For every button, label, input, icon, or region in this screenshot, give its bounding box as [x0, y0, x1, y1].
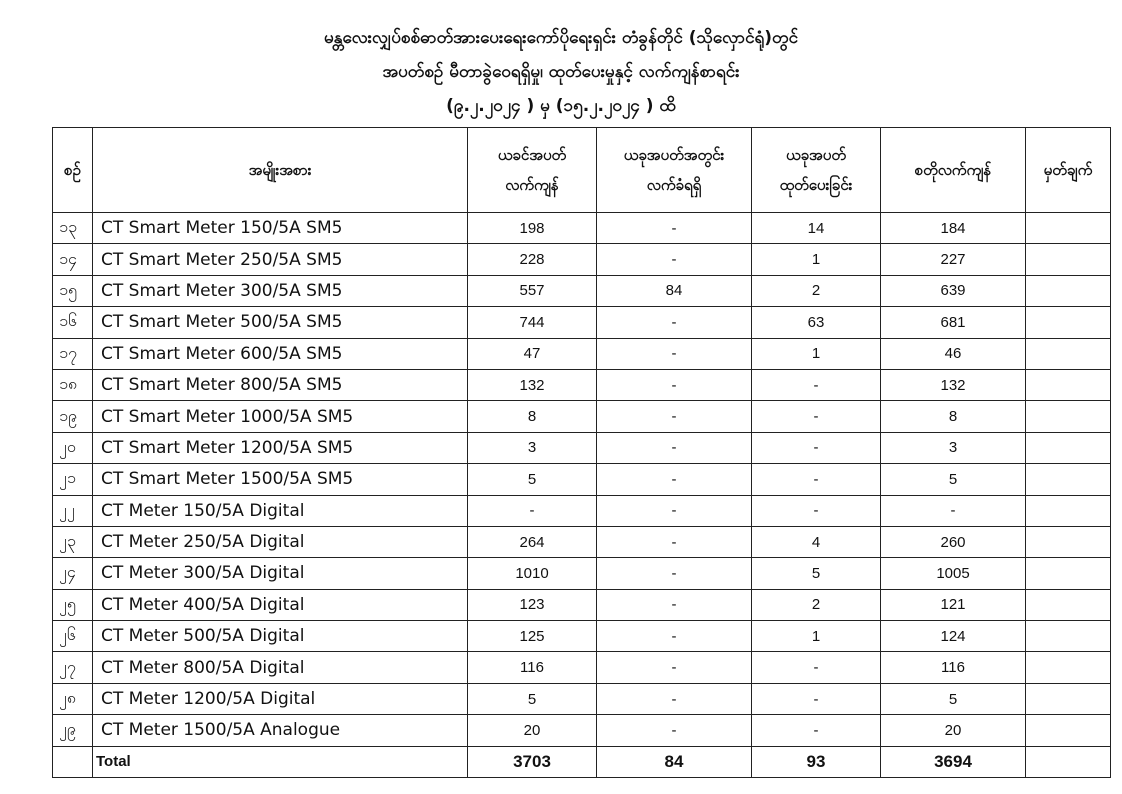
- total-prev-balance: 3703: [468, 746, 597, 777]
- received-cell: -: [597, 432, 752, 463]
- remarks-cell: [1026, 307, 1111, 338]
- remarks-cell: [1026, 275, 1111, 306]
- issued-cell: -: [752, 432, 881, 463]
- row-number-cell: ၁၇: [53, 338, 93, 369]
- remarks-cell: [1026, 244, 1111, 275]
- table-row: [53, 652, 1111, 683]
- stock-balance-cell: 184: [881, 213, 1026, 244]
- issued-cell: -: [752, 715, 881, 746]
- item-name-cell: CT Meter 400/5A Digital: [93, 589, 468, 620]
- total-label: Total: [93, 746, 468, 777]
- row-number-cell: ၂၄: [53, 558, 93, 589]
- item-name-cell: CT Smart Meter 1200/5A SM5: [93, 432, 468, 463]
- document-title: မန္တလေးလျှပ်စစ်ဓာတ်အားပေးရေးကော်ပိုရေးရှင်း တံခွန်တိုင် (သိုလှောင်ရုံ)တွင်: [323, 28, 799, 48]
- table-row: [53, 495, 1111, 526]
- remarks-cell: [1026, 683, 1111, 714]
- remarks-cell: [1026, 432, 1111, 463]
- item-name-cell: CT Meter 250/5A Digital: [93, 526, 468, 557]
- remarks-cell: [1026, 369, 1111, 400]
- issued-cell: 63: [752, 307, 881, 338]
- table-row: [53, 464, 1111, 495]
- table-row: [53, 715, 1111, 746]
- stock-balance-cell: 681: [881, 307, 1026, 338]
- header-row: [53, 128, 1111, 213]
- col-header-stock-balance: စတိုလက်ကျန်: [881, 128, 1026, 213]
- stock-balance-cell: 5: [881, 683, 1026, 714]
- row-number-cell: ၁၄: [53, 244, 93, 275]
- issued-cell: 2: [752, 589, 881, 620]
- stock-balance-cell: 639: [881, 275, 1026, 306]
- prev-balance-cell: 5: [468, 683, 597, 714]
- remarks-cell: [1026, 589, 1111, 620]
- issued-cell: 5: [752, 558, 881, 589]
- remarks-cell: [1026, 652, 1111, 683]
- total-stock-balance: 3694: [881, 746, 1026, 777]
- received-cell: -: [597, 369, 752, 400]
- received-cell: -: [597, 621, 752, 652]
- received-cell: -: [597, 558, 752, 589]
- item-name-cell: CT Meter 500/5A Digital: [93, 621, 468, 652]
- remarks-cell: [1026, 558, 1111, 589]
- row-number-cell: ၂၆: [53, 621, 93, 652]
- row-number-cell: ၂၃: [53, 526, 93, 557]
- col-header-prev-balance: [468, 128, 597, 213]
- remarks-cell: [1026, 495, 1111, 526]
- issued-cell: 14: [752, 213, 881, 244]
- remarks-cell: [1026, 621, 1111, 652]
- table-row: [53, 307, 1111, 338]
- received-cell: -: [597, 526, 752, 557]
- header-line: ယခင်အပတ်: [497, 146, 567, 164]
- prev-balance-cell: 3: [468, 432, 597, 463]
- prev-balance-cell: 20: [468, 715, 597, 746]
- stock-balance-cell: 124: [881, 621, 1026, 652]
- issued-cell: 1: [752, 621, 881, 652]
- prev-balance-cell: 8: [468, 401, 597, 432]
- col-header-no: စဉ်: [53, 128, 93, 213]
- col-header-remarks: မှတ်ချက်: [1026, 128, 1111, 213]
- received-cell: -: [597, 715, 752, 746]
- issued-cell: -: [752, 652, 881, 683]
- row-number-cell: ၂၈: [53, 683, 93, 714]
- total-received: 84: [597, 746, 752, 777]
- row-number-cell: ၂၀: [53, 432, 93, 463]
- header-line: လက်ခံရရှိ: [646, 176, 702, 194]
- table-row: [53, 589, 1111, 620]
- item-name-cell: CT Meter 800/5A Digital: [93, 652, 468, 683]
- total-remarks-cell: [1026, 746, 1111, 777]
- prev-balance-cell: 123: [468, 589, 597, 620]
- row-number-cell: ၂၉: [53, 715, 93, 746]
- table-row: [53, 275, 1111, 306]
- received-cell: -: [597, 589, 752, 620]
- item-name-cell: CT Meter 1500/5A Analogue: [93, 715, 468, 746]
- table-row: [53, 401, 1111, 432]
- received-cell: -: [597, 464, 752, 495]
- stock-balance-cell: 132: [881, 369, 1026, 400]
- issued-cell: 1: [752, 338, 881, 369]
- issued-cell: -: [752, 683, 881, 714]
- row-number-cell: ၁၅: [53, 275, 93, 306]
- issued-cell: 2: [752, 275, 881, 306]
- table-row: [53, 683, 1111, 714]
- table-row: [53, 369, 1111, 400]
- item-name-cell: CT Smart Meter 150/5A SM5: [93, 213, 468, 244]
- remarks-cell: [1026, 213, 1111, 244]
- prev-balance-cell: 557: [468, 275, 597, 306]
- stock-balance-cell: 121: [881, 589, 1026, 620]
- date-range: (၉.၂.၂၀၂၄ ) မှ (၁၅.၂.၂၀၂၄ ) ထိ: [446, 96, 676, 116]
- item-name-cell: CT Smart Meter 1000/5A SM5: [93, 401, 468, 432]
- table-row: [53, 526, 1111, 557]
- received-cell: -: [597, 244, 752, 275]
- header-line: ယခုအပတ်: [786, 146, 846, 164]
- item-name-cell: CT Meter 1200/5A Digital: [93, 683, 468, 714]
- stock-balance-cell: -: [881, 495, 1026, 526]
- header-line: လက်ကျန်: [505, 176, 559, 194]
- received-cell: -: [597, 401, 752, 432]
- received-cell: -: [597, 213, 752, 244]
- received-cell: -: [597, 683, 752, 714]
- prev-balance-cell: 125: [468, 621, 597, 652]
- stock-balance-cell: 1005: [881, 558, 1026, 589]
- row-number-cell: ၁၉: [53, 401, 93, 432]
- document-subtitle: အပတ်စဉ် မီတာခွဲဝေရရှိမှု၊ ထုတ်ပေးမှုနှင့် လက်ကျန်စာရင်း: [382, 62, 740, 82]
- item-name-cell: CT Smart Meter 500/5A SM5: [93, 307, 468, 338]
- table-row: [53, 432, 1111, 463]
- total-spacer-cell: [53, 746, 93, 777]
- prev-balance-cell: 198: [468, 213, 597, 244]
- row-number-cell: ၁၈: [53, 369, 93, 400]
- col-header-issued: [752, 128, 881, 213]
- prev-balance-cell: 47: [468, 338, 597, 369]
- prev-balance-cell: 228: [468, 244, 597, 275]
- item-name-cell: CT Meter 300/5A Digital: [93, 558, 468, 589]
- prev-balance-cell: 1010: [468, 558, 597, 589]
- remarks-cell: [1026, 464, 1111, 495]
- row-number-cell: ၂၇: [53, 652, 93, 683]
- issued-cell: -: [752, 464, 881, 495]
- item-name-cell: CT Smart Meter 800/5A SM5: [93, 369, 468, 400]
- col-header-type: အမျိုးအစား: [93, 128, 468, 213]
- stock-balance-cell: 5: [881, 464, 1026, 495]
- col-header-received: [597, 128, 752, 213]
- remarks-cell: [1026, 715, 1111, 746]
- item-name-cell: CT Smart Meter 600/5A SM5: [93, 338, 468, 369]
- remarks-cell: [1026, 401, 1111, 432]
- received-cell: -: [597, 338, 752, 369]
- item-name-cell: CT Smart Meter 1500/5A SM5: [93, 464, 468, 495]
- issued-cell: -: [752, 495, 881, 526]
- prev-balance-cell: -: [468, 495, 597, 526]
- table-row: [53, 213, 1111, 244]
- table-row: [53, 244, 1111, 275]
- issued-cell: -: [752, 369, 881, 400]
- received-cell: -: [597, 495, 752, 526]
- remarks-cell: [1026, 338, 1111, 369]
- row-number-cell: ၂၂: [53, 495, 93, 526]
- prev-balance-cell: 5: [468, 464, 597, 495]
- prev-balance-cell: 132: [468, 369, 597, 400]
- item-name-cell: CT Smart Meter 250/5A SM5: [93, 244, 468, 275]
- stock-balance-cell: 260: [881, 526, 1026, 557]
- item-name-cell: CT Meter 150/5A Digital: [93, 495, 468, 526]
- received-cell: 84: [597, 275, 752, 306]
- stock-balance-cell: 20: [881, 715, 1026, 746]
- issued-cell: -: [752, 401, 881, 432]
- item-name-cell: CT Smart Meter 300/5A SM5: [93, 275, 468, 306]
- stock-balance-cell: 46: [881, 338, 1026, 369]
- received-cell: -: [597, 652, 752, 683]
- header-line: ယခုအပတ်အတွင်း: [623, 146, 725, 164]
- table-row: [53, 621, 1111, 652]
- row-number-cell: ၁၃: [53, 213, 93, 244]
- row-number-cell: ၂၅: [53, 589, 93, 620]
- total-issued: 93: [752, 746, 881, 777]
- prev-balance-cell: 744: [468, 307, 597, 338]
- issued-cell: 4: [752, 526, 881, 557]
- stock-balance-cell: 8: [881, 401, 1026, 432]
- prev-balance-cell: 264: [468, 526, 597, 557]
- row-number-cell: ၂၁: [53, 464, 93, 495]
- remarks-cell: [1026, 526, 1111, 557]
- table-row: [53, 338, 1111, 369]
- issued-cell: 1: [752, 244, 881, 275]
- inventory-table: [52, 127, 1111, 778]
- table-row: [53, 558, 1111, 589]
- stock-balance-cell: 227: [881, 244, 1026, 275]
- header-line: ထုတ်ပေးခြင်း: [779, 176, 853, 194]
- row-number-cell: ၁၆: [53, 307, 93, 338]
- received-cell: -: [597, 307, 752, 338]
- stock-balance-cell: 3: [881, 432, 1026, 463]
- prev-balance-cell: 116: [468, 652, 597, 683]
- total-row: [53, 746, 1111, 777]
- stock-balance-cell: 116: [881, 652, 1026, 683]
